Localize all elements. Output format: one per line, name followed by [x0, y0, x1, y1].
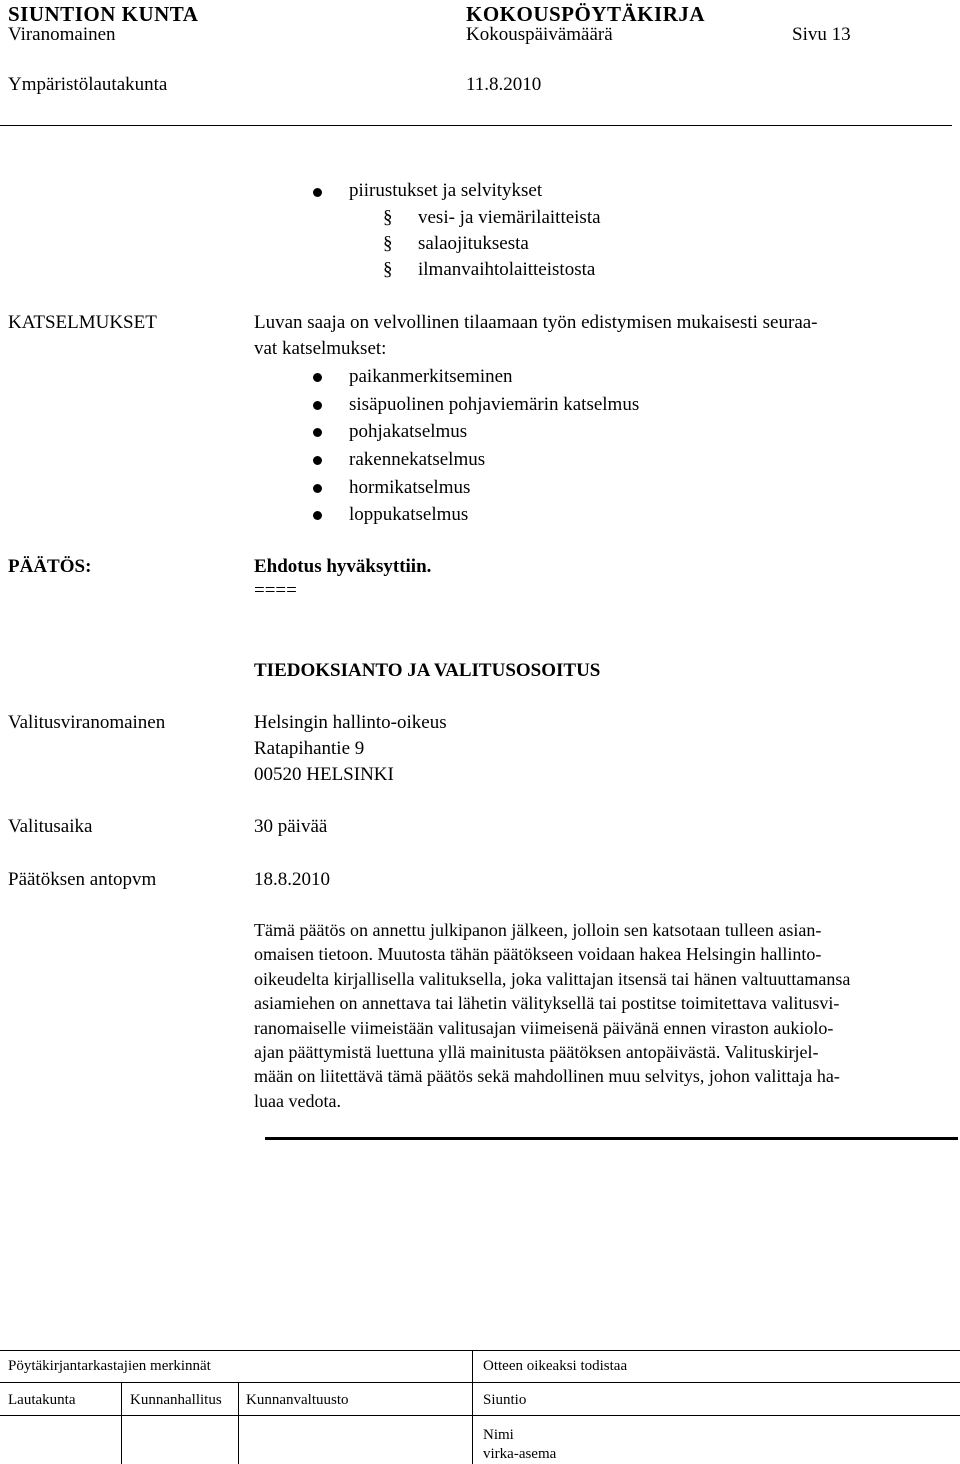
appeal-heading: TIEDOKSIANTO JA VALITUSOSOITUS — [254, 660, 601, 681]
inspections-intro-line: vat katselmukset: — [254, 338, 387, 359]
document-type: KOKOUSPÖYTÄKIRJA — [466, 2, 706, 26]
minutes-checkers-label: Pöytäkirjantarkastajien merkinnät — [8, 1358, 211, 1374]
header-divider — [0, 125, 952, 126]
bullet-icon — [313, 484, 322, 493]
appeal-instructions — [254, 918, 954, 1113]
appeal-authority-line: Ratapihantie 9 — [254, 738, 365, 759]
certified-copy-label: Otteen oikeaksi todistaa — [483, 1358, 628, 1374]
appeal-instructions-line: oikeudelta kirjallisella valituksella, joka valittajan itsensä tai hänen valtuuttamansa — [254, 968, 851, 989]
inspection-item: paikanmerkitseminen — [349, 366, 513, 387]
meeting-date-label: Kokouspäivämäärä — [466, 24, 613, 45]
plans-sub-item: vesi- ja viemärilaitteista — [418, 207, 601, 228]
footer-rule — [0, 1382, 960, 1383]
footer-divider — [121, 1382, 122, 1464]
appeal-instructions-line: omaisen tietoon. Muutosta tähän päätökseen voidaan hakea Helsingin hallinto- — [254, 944, 822, 965]
municipality-name: SIUNTION KUNTA — [8, 2, 199, 26]
inspection-item: pohjakatselmus — [349, 421, 468, 442]
section-sign-icon: § — [383, 233, 393, 254]
appeal-instructions-line: luaa vedota. — [254, 1090, 341, 1111]
bullet-icon — [313, 373, 322, 382]
appeal-instructions-line: mään on liitettävä tämä päätös sekä mahdollinen muu selvitys, johon valittaja ha- — [254, 1066, 840, 1087]
body-label-municipal-board: Kunnanhallitus — [130, 1392, 222, 1408]
appeal-instructions-line: ajan päättymistä luettuna yllä mainitusta päätöksen antopäivästä. Valituskirjel- — [254, 1042, 819, 1063]
appeal-instructions-line: ranomaiselle viimeistään valitusajan viimeisenä päivänä ennen viraston aukiolo- — [254, 1017, 834, 1038]
footer-rule — [0, 1415, 960, 1416]
decision-separator: ==== — [254, 580, 297, 601]
inspection-item: hormikatselmus — [349, 477, 471, 498]
position-label: virka-asema — [483, 1446, 557, 1462]
bullet-icon — [313, 188, 322, 197]
plans-bullet: piirustukset ja selvitykset — [349, 180, 543, 201]
inspection-item: rakennekatselmus — [349, 449, 486, 470]
plans-sub-item: ilmanvaihtolaitteistosta — [418, 259, 596, 280]
signature-line — [265, 1137, 958, 1140]
footer-divider — [472, 1350, 473, 1464]
appeal-instructions-line: Tämä päätös on annettu julkipanon jälkeen, jolloin sen katsotaan tulleen asian- — [254, 920, 822, 940]
page-number: Sivu 13 — [792, 24, 851, 45]
authority-label: Viranomainen — [8, 24, 116, 45]
inspections-label: KATSELMUKSET — [8, 312, 157, 333]
inspection-item: sisäpuolinen pohjaviemärin katselmus — [349, 394, 640, 415]
authority-name: Ympäristölautakunta — [8, 74, 168, 95]
certified-place: Siuntio — [483, 1392, 527, 1408]
bullet-icon — [313, 456, 322, 465]
section-sign-icon: § — [383, 207, 393, 228]
decision-date-label: Päätöksen antopvm — [8, 869, 157, 890]
decision-text: Ehdotus hyväksyttiin. — [254, 556, 432, 577]
decision-date: 18.8.2010 — [254, 869, 330, 890]
decision-label: PÄÄTÖS: — [8, 556, 92, 577]
section-sign-icon: § — [383, 259, 393, 280]
bullet-icon — [313, 401, 322, 410]
footer-divider — [238, 1382, 239, 1464]
appeal-authority-line: 00520 HELSINKI — [254, 764, 394, 785]
inspection-item: loppukatselmus — [349, 504, 469, 525]
appeal-period: 30 päivää — [254, 816, 328, 837]
footer-top-rule — [0, 1350, 960, 1351]
name-label: Nimi — [483, 1427, 514, 1443]
appeal-instructions-line: asiamiehen on annettava tai lähetin välityksellä tai postitse toimitettava valitusvi- — [254, 993, 840, 1014]
appeal-period-label: Valitusaika — [8, 816, 93, 837]
meeting-date: 11.8.2010 — [466, 74, 542, 95]
body-label-board: Lautakunta — [8, 1392, 76, 1408]
bullet-icon — [313, 428, 322, 437]
bullet-icon — [313, 511, 322, 520]
inspections-intro-line: Luvan saaja on velvollinen tilaamaan työn edistymisen mukaisesti seuraa- — [254, 312, 818, 333]
appeal-authority-label: Valitusviranomainen — [8, 712, 166, 733]
body-label-municipal-council: Kunnanvaltuusto — [246, 1392, 349, 1408]
appeal-authority-line: Helsingin hallinto-oikeus — [254, 712, 447, 733]
plans-sub-item: salaojituksesta — [418, 233, 529, 254]
